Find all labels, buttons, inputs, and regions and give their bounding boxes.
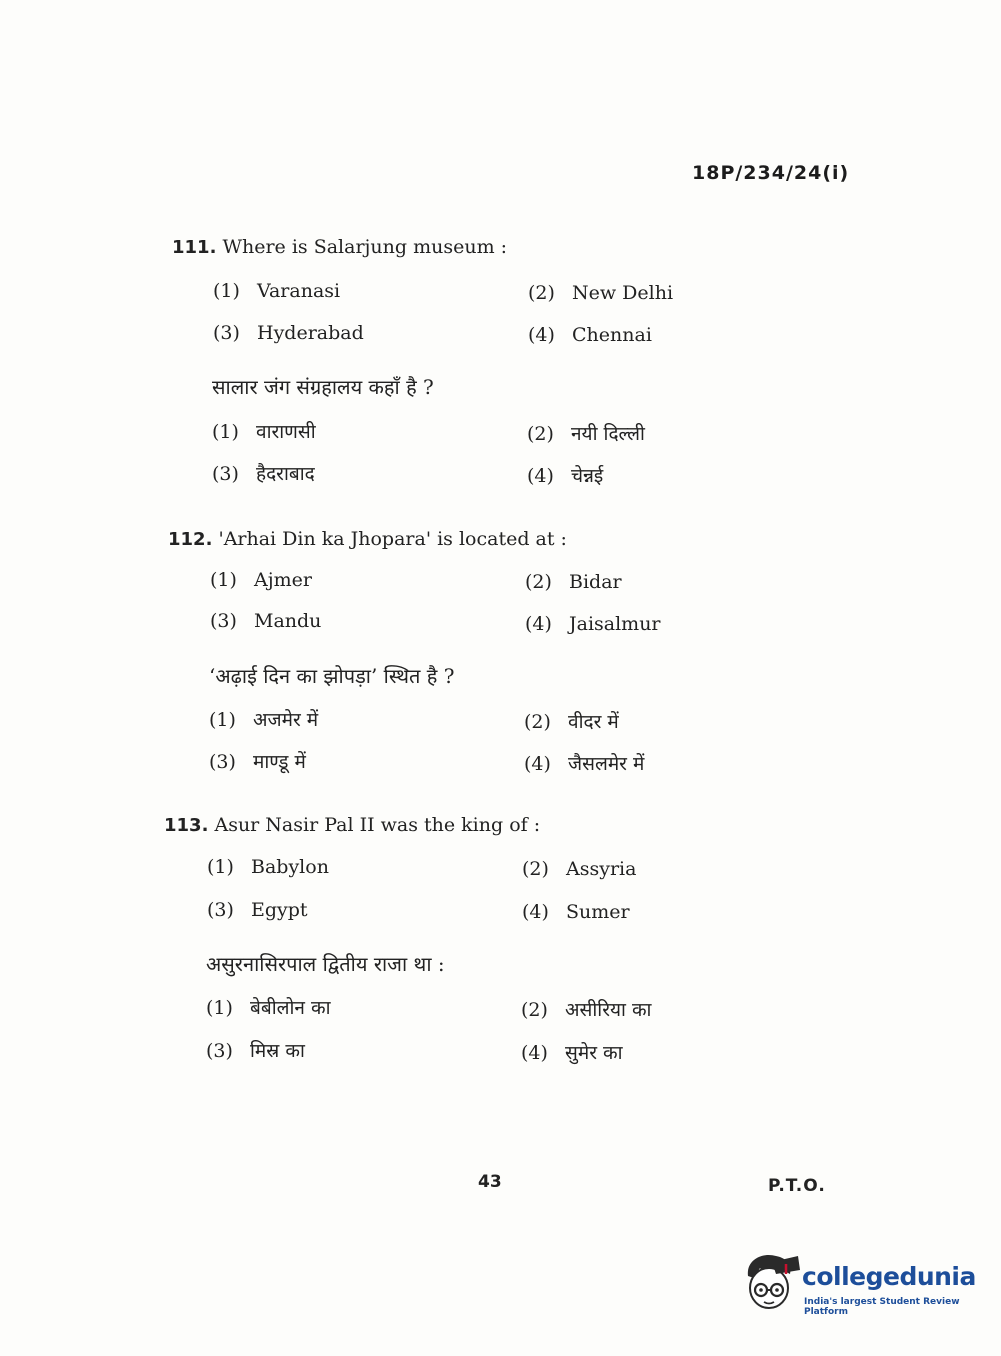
hindi-option-1: (1) अजमेर में bbox=[209, 709, 319, 731]
hindi-option-2: (2) नयी दिल्ली bbox=[527, 423, 645, 445]
option-4: (4) Jaisalmur bbox=[525, 613, 661, 635]
hindi-question-111: सालार जंग संग्रहालय कहाँ है ? bbox=[212, 375, 434, 399]
hindi-option-4: (4) चेन्नई bbox=[527, 465, 604, 487]
question-text: Where is Salarjung museum : bbox=[222, 236, 508, 258]
option-3: (3) Mandu bbox=[210, 610, 322, 632]
hindi-option-3: (3) हैदराबाद bbox=[212, 463, 315, 485]
option-2: (2) Assyria bbox=[522, 858, 637, 880]
watermark-name: collegedunia bbox=[802, 1262, 976, 1291]
hindi-option-4: (4) जैसलमेर में bbox=[524, 753, 645, 775]
paper-code: 18P/234/24(i) bbox=[692, 162, 850, 184]
mascot-icon bbox=[742, 1250, 802, 1316]
collegedunia-watermark bbox=[742, 1250, 982, 1320]
hindi-question-112: ‘अढ़ाई दिन का झोपड़ा’ स्थित है ? bbox=[209, 664, 455, 688]
option-1: (1) Babylon bbox=[207, 856, 329, 878]
option-3: (3) Egypt bbox=[207, 899, 308, 921]
question-text: 'Arhai Din ka Jhopara' is located at : bbox=[218, 528, 567, 550]
question-number: 113. bbox=[164, 815, 209, 836]
option-2: (2) New Delhi bbox=[528, 282, 674, 304]
option-1: (1) Varanasi bbox=[213, 280, 341, 302]
hindi-option-2: (2) वीदर में bbox=[524, 711, 619, 733]
question-112 bbox=[168, 528, 567, 550]
question-number: 112. bbox=[168, 529, 213, 550]
question-113 bbox=[164, 814, 540, 836]
hindi-option-2: (2) असीरिया का bbox=[521, 999, 652, 1021]
hindi-option-1: (1) बेबीलोन का bbox=[206, 997, 331, 1019]
option-3: (3) Hyderabad bbox=[213, 322, 364, 344]
hindi-option-3: (3) मिस्र का bbox=[206, 1040, 305, 1062]
page-number: 43 bbox=[478, 1172, 502, 1192]
question-number: 111. bbox=[172, 237, 217, 258]
option-1: (1) Ajmer bbox=[210, 569, 312, 591]
hindi-option-3: (3) माण्डू में bbox=[209, 751, 306, 773]
question-111 bbox=[172, 236, 507, 258]
hindi-question-113: असुरनासिरपाल द्वितीय राजा था : bbox=[206, 952, 445, 976]
option-4: (4) Chennai bbox=[528, 324, 652, 346]
hindi-option-1: (1) वाराणसी bbox=[212, 421, 316, 443]
question-text: Asur Nasir Pal II was the king of : bbox=[214, 814, 541, 836]
option-2: (2) Bidar bbox=[525, 571, 622, 593]
option-4: (4) Sumer bbox=[522, 901, 630, 923]
hindi-option-4: (4) सुमेर का bbox=[521, 1042, 623, 1064]
watermark-tagline: India's largest Student Review Platform bbox=[804, 1297, 960, 1317]
pto-label: P.T.O. bbox=[768, 1176, 826, 1196]
